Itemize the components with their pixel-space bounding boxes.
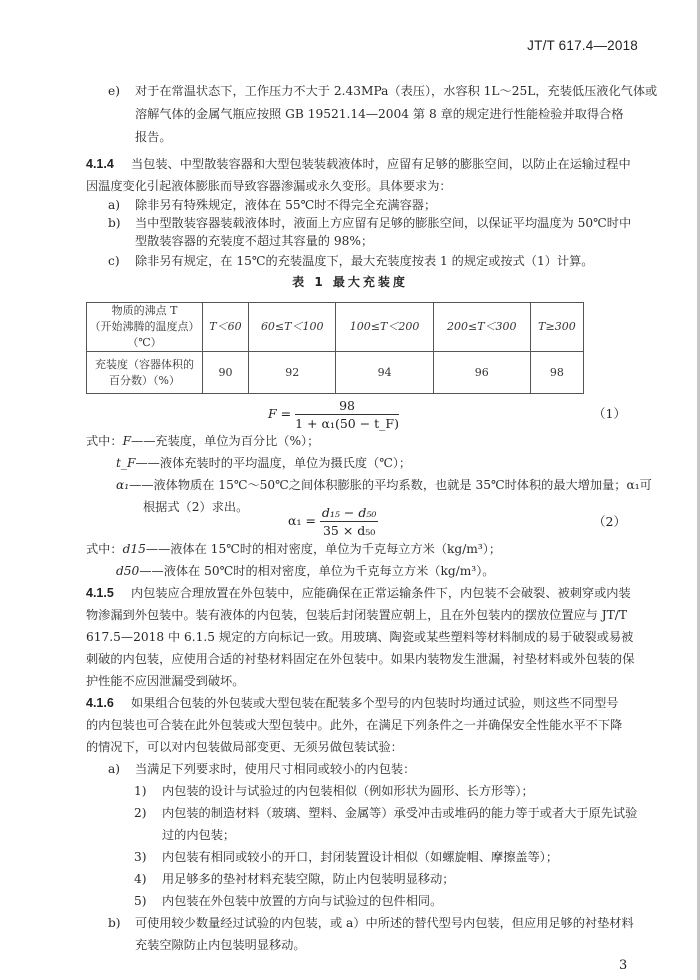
where-1-line-alpha-cont: 根据式（2）求出。 (143, 500, 249, 514)
table-cell-value: 92 (248, 352, 336, 394)
subitem-4-marker: 4) (134, 872, 147, 886)
filling-degree-sublabel: 百分数）（%） (109, 373, 180, 387)
where-2-line-d15 (86, 540, 501, 558)
section-4-1-6-line-1: 如果组合包装的外包装或大型包装在配装多个型号的内包装时均通过试验，则这些不同型号 (131, 696, 619, 710)
formula-1-fraction (295, 398, 399, 431)
subitem-1-marker: 1) (134, 784, 147, 798)
subitem-3-text: 内包装有相同或较小的开口，封闭装置设计相似（如螺旋帽、摩擦盖等）； (162, 850, 559, 864)
item-e-marker: e) (108, 84, 120, 98)
where-1-line-f (86, 432, 319, 450)
section-4-1-5-line-4: 刺破的内包装，应使用合适的衬垫材料固定在外包装中。如果内装物发生泄漏，衬垫材料或外包装的保 (86, 652, 635, 666)
subitem-2-line-2: 过的内包装； (162, 828, 236, 842)
subitem-5-marker: 5) (134, 894, 147, 908)
section-4-1-4-number: 4.1.4 (86, 157, 114, 171)
symbol-tf: t_F (116, 456, 136, 470)
standard-code-header: JT/T 617.4—2018 (527, 38, 638, 53)
boiling-point-sublabel: （开始沸腾的温度点）（℃） (89, 320, 200, 349)
section-4-1-5-line-2: 物渗漏到外包装中。装有液体的内包装，包装后封闭装置应朝上，且在外包装内的摆放位置应与 JT/T (86, 608, 627, 622)
subitem-4-text: 用足够多的垫衬材料充装空隙，防止内包装明显移动； (162, 872, 455, 886)
where-1-prefix: 式中： (86, 434, 123, 448)
table-cell-range: T＜60 (203, 303, 249, 352)
subitem-2-line-1: 内包装的制造材料（玻璃、塑料、金属等）承受冲击或堆码的能力等于或者大于原先试验 (162, 806, 638, 820)
item-c-text: 除非另有规定，在 15℃的充装温度下，最大充装度按表 1 的规定或按式（1）计算。 (135, 254, 594, 268)
formula-1-number: （1） (593, 406, 626, 421)
section-4-1-5-line-5: 护性能不应因泄漏受到破坏。 (86, 674, 245, 688)
symbol-alpha-desc: ——液体物质在 15℃～50℃之间体积膨胀的平均系数，也就是 35℃时体积的最大增加量；α₁可 (129, 478, 652, 492)
symbol-d50-desc: ——液体在 50℃时的相对密度，单位为千克每立方米（kg/m³）。 (139, 564, 495, 578)
max-filling-degree-table (86, 302, 584, 394)
item-4-1-6-b-line-2: 充装空隙防止内包装明显移动。 (135, 938, 306, 952)
table-row-boiling-point (87, 303, 584, 352)
section-4-1-6-number: 4.1.6 (86, 696, 114, 710)
boiling-point-label: 物质的沸点 T (111, 304, 178, 317)
section-4-1-5-line-3: 617.5—2018 中 6.1.5 规定的方向标记一致。用玻璃、陶瓷或某些塑料等材料制成的易于破裂或易被 (86, 630, 634, 644)
symbol-f-desc: ——充装度，单位为百分比（%）； (131, 434, 320, 448)
section-4-1-5-line-1: 内包装应合理放置在外包装中，应能确保在正常运输条件下，内包装不会破裂、被刺穿或内装 (131, 586, 631, 600)
item-b-line-2: 型散装容器的充装度不超过其容量的 98%； (135, 234, 374, 248)
page-number: 3 (619, 958, 628, 973)
table-cell-range: 200≤T＜300 (433, 303, 530, 352)
item-4-1-6-a-marker: a) (108, 762, 121, 776)
table-row-filling-degree (87, 352, 584, 394)
subitem-3-marker: 3) (134, 850, 147, 864)
formula-2: α₁ = $\frac{\text{d₁₅ − d₅₀}}{\text{35 × d₅₀}}$ (288, 505, 377, 538)
table-row-header-filling-degree (87, 352, 203, 394)
where-2-prefix: 式中： (86, 542, 123, 556)
section-4-1-6-line-3: 的情况下，可以对内包装做局部变更、无须另做包装试验： (86, 740, 403, 754)
formula-2-number: （2） (593, 514, 626, 529)
item-e-line-1: 对于在常温状态下，工作压力不大于 2.43MPa（表压），水容积 1L～25L，充装低压液化气体或 (135, 84, 658, 98)
item-a-marker: a) (108, 198, 121, 212)
formula-2-lhs: α₁ (288, 513, 302, 528)
subitem-1-text: 内包装的设计与试验过的内包装相似（例如形状为圆形、长方形等）； (162, 784, 534, 798)
formula-1: F = $\frac{98}{\text{1 + α₁(50 − t\_F)}}$ (268, 398, 399, 431)
formula-2-fraction (320, 505, 378, 538)
item-4-1-6-a-text: 当满足下列要求时，使用尺寸相同或较小的内包装： (135, 762, 416, 776)
table-1-caption: 表 1 最大充装度 (292, 275, 408, 289)
symbol-alpha: α₁ (116, 478, 130, 492)
symbol-d50: d50 (116, 564, 140, 578)
section-4-1-6-line-2: 的内包装也可合装在此外包装或大型包装中。此外，在满足下列条件之一并确保安全性能水平不下降 (86, 718, 623, 732)
subitem-5-text: 内包装在外包装中放置的方向与试验过的包件相同。 (162, 894, 443, 908)
formula-1-denominator: 1 + α₁(50 − t_F) (295, 416, 399, 431)
table-cell-value: 98 (530, 352, 583, 394)
item-e-line-2: 溶解气体的金属气瓶应按照 GB 19521.14—2004 第 8 章的规定进行性能检验并取得合格 (135, 107, 624, 121)
section-4-1-4-line-1: 当包装、中型散装容器和大型包装装载液体时，应留有足够的膨胀空间，以防止在运输过程中 (131, 157, 631, 171)
table-cell-range: T≥300 (530, 303, 583, 352)
item-b-marker: b) (108, 216, 121, 230)
formula-2-numerator: d₁₅ − d₅₀ (321, 505, 377, 520)
item-e-line-3: 报告。 (135, 130, 172, 144)
formula-2-denominator: 35 × d₅₀ (322, 523, 376, 538)
section-4-1-5-number: 4.1.5 (86, 586, 114, 600)
section-4-1-4-line-2: 因温度变化引起液体膨胀而导致容器渗漏或永久变形。具体要求为： (86, 179, 452, 193)
formula-1-lhs: F (268, 406, 277, 421)
where-1-line-alpha (116, 476, 652, 494)
subitem-2-marker: 2) (134, 806, 147, 820)
item-b-line-1: 当中型散装容器装载液体时，液面上方应留有足够的膨胀空间，以保证平均温度为 50℃时中 (135, 216, 632, 230)
symbol-tf-desc: ——液体充装时的平均温度，单位为摄氏度（℃）； (135, 456, 412, 470)
item-c-marker: c) (108, 254, 120, 268)
where-1-line-tf (116, 454, 411, 472)
table-cell-value: 90 (203, 352, 249, 394)
table-row-header-boiling-point (87, 303, 203, 352)
symbol-f: F (122, 434, 132, 448)
item-4-1-6-b-marker: b) (108, 916, 121, 930)
symbol-d15: d15 (122, 542, 146, 556)
table-cell-value: 96 (433, 352, 530, 394)
filling-degree-label: 充装度（容器体积的 (95, 357, 194, 371)
table-cell-range: 100≤T＜200 (336, 303, 433, 352)
formula-1-numerator: 98 (295, 398, 399, 415)
item-a-text: 除非另有特殊规定，液体在 55℃时不得完全充满容器； (135, 198, 437, 212)
symbol-d15-desc: ——液体在 15℃时的相对密度，单位为千克每立方米（kg/m³）； (145, 542, 502, 556)
table-cell-range: 60≤T＜100 (248, 303, 336, 352)
table-cell-value: 94 (336, 352, 433, 394)
where-2-line-d50 (116, 562, 494, 580)
item-4-1-6-b-line-1: 可使用较少数量经过试验的内包装，或 a）中所述的替代型号内包装，但应用足够的衬垫材料 (135, 916, 634, 930)
